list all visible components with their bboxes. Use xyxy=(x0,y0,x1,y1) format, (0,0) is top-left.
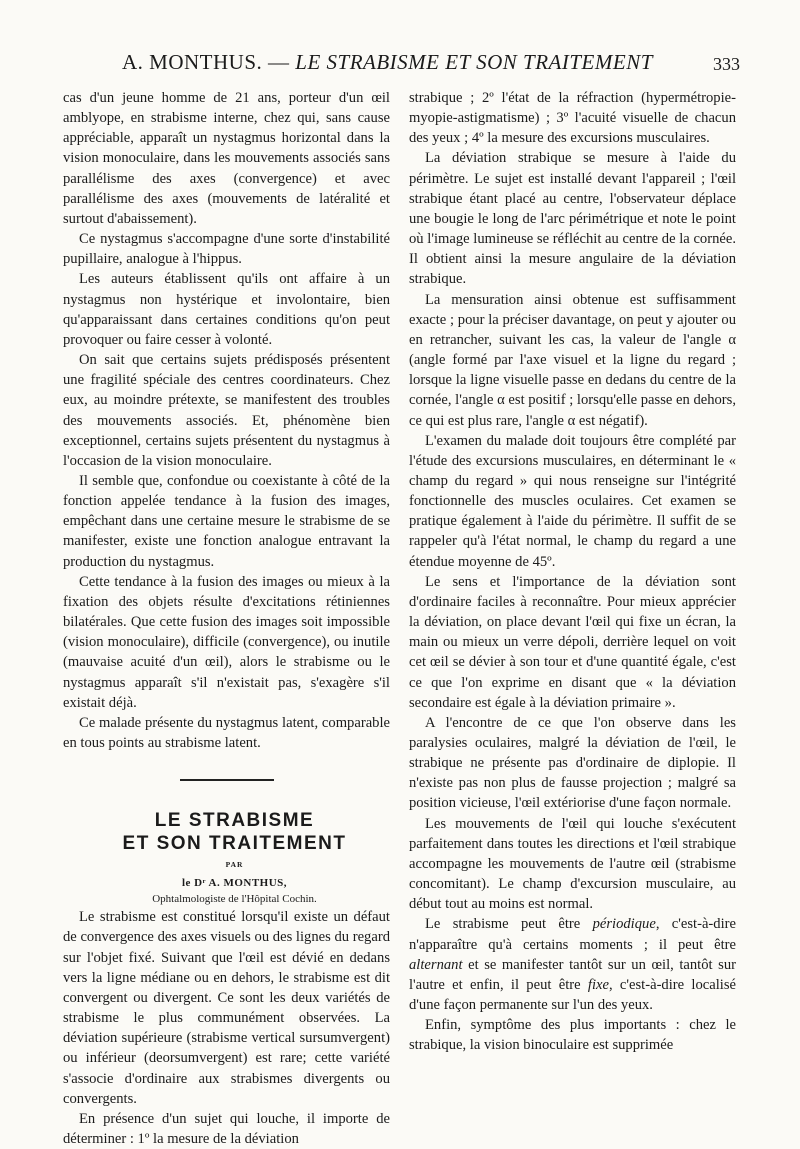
page-number: 333 xyxy=(713,54,740,74)
paragraph: Cette tendance à la fusion des images ou mieux à la fixation des objets résulte d'excitations rétiniennes bilatérales. Que cette fusion des images soit impossible (vision monoculaire), difficile (convergence), ou inutile (mauvaise acuité d'un œil), alors le strabisme ou le nystagmus apparaît s'il n'existait pas, s'exagère s'il existait déjà. xyxy=(63,573,390,711)
running-head-author: A. MONTHUS. xyxy=(122,50,263,74)
section-divider xyxy=(180,779,274,781)
paragraph: Il semble que, confondue ou coexistante à côté de la fonction appelée tendance à la fusion des images, empêchant dans une certaine mesure le strabisme de se manifester, existe une fonction analogue entravant la production du nystagmus. xyxy=(63,472,390,570)
paragraph: Le strabisme est constitué lorsqu'il existe un défaut de convergence des axes visuels ou des lignes du regard sur l'objet fixé. Suivant que l'œil est dévié en dedans vers la ligne médiane ou en dehors, le strabisme est dit convergent ou divergent. Ce sont les deux variétés de strabisme le plus communément observées. La déviation supérieure (strabisme vertical sursumvergent) ou inférieur (deorsumvergent) est rare; cette variété s'associe d'ordinaire aux strabismes divergents ou convergents. xyxy=(63,909,390,1107)
paragraph-continuation: strabique ; 2º l'état de la réfraction (hypermétropie-myopie-astigmatisme) ; 3º l'acuité visuelle de chacun des yeux ; 4º la mesure des excursions musculaires. xyxy=(409,90,736,147)
text-run: et se manifester tantôt sur un œil, tantôt sur l'autre et enfin, il peut être xyxy=(409,956,736,993)
byline-par-label: PAR xyxy=(225,860,244,870)
article-title-line-1: LE STRABISME xyxy=(154,810,315,832)
paragraph-strabisme-types xyxy=(409,914,736,1015)
paragraph: Le sens et l'importance de la déviation sont d'ordinaire faciles à reconnaître. Pour mieux apprécier la déviation, on place devant l'œil qui fixe un écran, la main ou mieux un verre dépoli, derrière lequel on voit cet œil se dévier à son tour et d'une quantité égale, c'est ce que l'on exprime en disant que « la déviation secondaire est égale à la déviation primaire ». xyxy=(409,573,736,711)
running-head xyxy=(122,50,653,75)
article-title-line-2: ET SON TRAITEMENT xyxy=(122,833,347,855)
paragraph: A l'encontre de ce que l'on observe dans les paralysies oculaires, malgré la déviation de l'œil, le strabique ne présente pas d'ordinaire de diplopie. Il n'existe pas non plus de fausse projection ; malgré sa position vicieuse, l'œil extériorise d'une façon normale. xyxy=(409,714,736,812)
paragraph: En présence d'un sujet qui louche, il importe de déterminer : 1º la mesure de la déviation xyxy=(63,1110,390,1148)
paragraph: L'examen du malade doit toujours être complété par l'étude des excursions musculaires, en déterminant le « champ du regard » qui nous renseigne sur l'intégrité fonctionnelle des muscles oculaires. Cet examen se pratique également à l'aide du périmètre. Il suffit de se rappeler qu'à l'état normal, le champ du regard a une étendue moyenne de 45º. xyxy=(409,432,736,570)
paragraph: La mensuration ainsi obtenue est suffisamment exacte ; pour la préciser davantage, on peut y ajouter ou en retrancher, suivant les cas, la valeur de l'angle α (angle formé par l'axe visuel et la ligne du regard ; lorsque la ligne visuelle passe en dedans du centre de la cornée, l'angle α est positif ; lorsqu'elle passe en dehors, ce qui est plus rare, l'angle α est négatif). xyxy=(409,291,736,429)
paragraph: Ce malade présente du nystagmus latent, comparable en tous points au strabisme latent. xyxy=(63,714,390,751)
author-affiliation: Ophtalmologiste de l'Hôpital Cochin. xyxy=(152,893,317,906)
left-column xyxy=(63,88,390,1149)
emphasis-fixe: fixe xyxy=(587,976,609,993)
emphasis-alternant: alternant xyxy=(409,956,463,973)
text-run: , c'est-à-dire n'apparaître qu'à certains moments ; il peut être xyxy=(409,916,736,953)
paragraph: Les auteurs établissent qu'ils ont affaire à un nystagmus non hystérique et involontaire, bien qu'apparaissant dans certaines conditions qu'on peut provoquer ou faire cesser à volonté. xyxy=(63,271,390,348)
text-run: , c'est-à-dire localisé d'une façon permanente sur l'un des yeux. xyxy=(409,976,736,1014)
running-head-separator: — xyxy=(268,50,290,74)
emphasis-periodique: périodique xyxy=(592,916,656,933)
paragraph: La déviation strabique se mesure à l'aide du périmètre. Le sujet est installé devant l'appareil ; l'œil strabique étant placé au centre, l'observateur déplace une bougie le long de l'arc périmétrique et note le point où l'image lumineuse se réfléchit au centre de la cornée. Il obtient ainsi la mesure angulaire de la déviation strabique. xyxy=(409,150,736,288)
page-header xyxy=(60,50,740,84)
article-author: le Dʳ A. MONTHUS, xyxy=(181,877,288,890)
right-column xyxy=(409,88,736,1056)
paragraph: cas d'un jeune homme de 21 ans, porteur d'un œil amblyope, en strabisme interne, chez qui, sans cause appréciable, apparaît un nystagmus horizontal dans la vision monoculaire, dans les mouvements associés sans parallélisme des axes (convergence) et avec parallélisme des axes (mouvements de latéralité et surtout d'abaissement). xyxy=(63,90,390,227)
paragraph: Ce nystagmus s'accompagne d'une sorte d'instabilité pupillaire, analogue à l'hippus. xyxy=(63,231,390,268)
text-run: Le strabisme peut être xyxy=(425,916,593,933)
paragraph: Les mouvements de l'œil qui louche s'exécutent parfaitement dans toutes les directions et l'œil strabique accompagne les mouvements de l'autre œil (strabisme concomitant). Le champ d'excursion musculaire, au début tout au moins est normal. xyxy=(409,815,736,913)
paragraph: Enfin, symptôme des plus importants : chez le strabique, la vision binoculaire est supprimée xyxy=(409,1017,736,1054)
paragraph: On sait que certains sujets prédisposés présentent une fragilité spéciale des centres coordinateurs. Chez eux, au moindre prétexte, se manifestent des troubles des mouvements associés. Et, phénomène bien exceptionnel, certains sujets présentent du nystagmus à l'occasion de la vision monoculaire. xyxy=(63,352,390,469)
running-head-title: LE STRABISME ET SON TRAITEMENT xyxy=(295,50,653,74)
